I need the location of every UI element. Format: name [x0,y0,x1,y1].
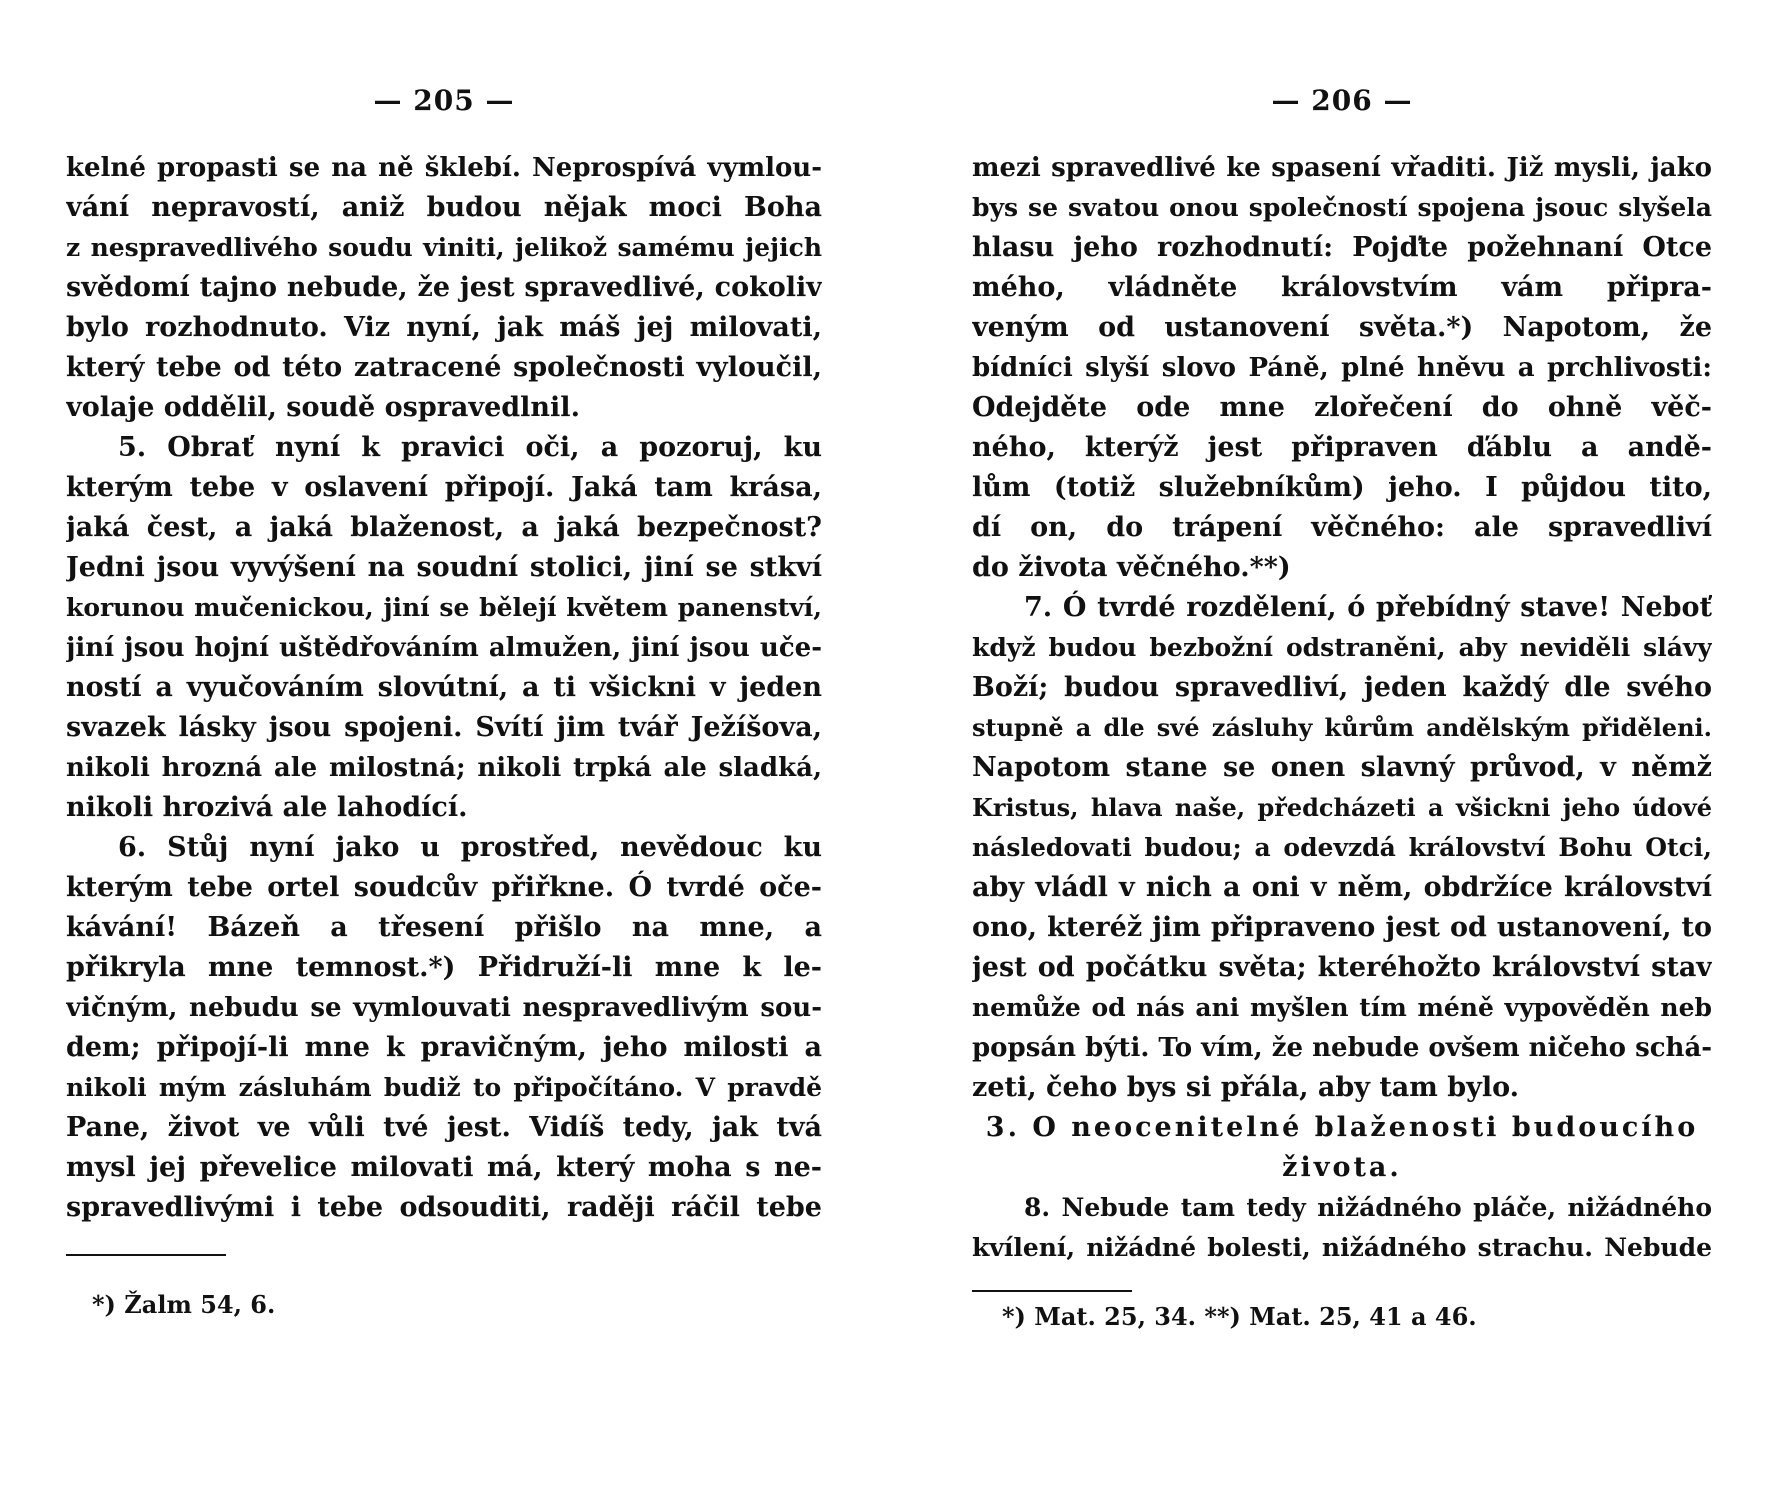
text-line: mezi spravedlivé ke spasení vřaditi. Již mysli, jako [972,153,1712,183]
text-line: kvílení, nižádné bolesti, nižádného strachu. Nebude [972,1233,1712,1262]
text-line: aby vládl v nich a oni v něm, obdržíce království [972,872,1712,903]
text-line: kterým tebe ortel soudcův přiřkne. Ó tvrdé oče- [66,872,822,903]
right-page [972,0,1712,1500]
text-line: ono, kteréž jim připraveno jest od ustanovení, to [972,912,1712,943]
text-line: lům (totiž služebníkům) jeho. I půjdou tito, [972,472,1712,503]
section-heading: života. [1282,1152,1402,1183]
text-line: nemůže od nás ani myšlen tím méně vypověděn neb [972,993,1712,1022]
text-line: mysl jej převelice milovati má, který moha s ne- [66,1152,822,1183]
text-line: dem; připojí-li mne k pravičným, jeho milosti a [66,1032,822,1063]
text-line: jaká čest, a jaká blaženost, a jaká bezpečnost? [66,512,822,543]
text-line: kávání! Bázeň a třesení přišlo na mne, a [66,912,822,943]
text-line: z nespravedlivého soudu viniti, jelikož samému jejich [66,233,822,262]
text-line: bídníci slyší slovo Páně, plné hněvu a prchlivosti: [972,353,1712,383]
text-line: korunou mučenickou, jiní se bělejí květem panenství, [66,593,822,622]
text-line: svazek lásky jsou spojeni. Svítí jim tvář Ježíšova, [66,712,822,743]
text-line: jiní jsou hojní uštědřováním almužen, jiní jsou uče- [66,633,822,663]
text-line: 5. Obrať nyní k pravici oči, a pozoruj, ku [118,432,822,463]
text-line: bys se svatou onou společností spojena jsouc slyšela [972,193,1712,222]
text-line: ností a vyučováním slovútní, a ti všickni v jeden [66,672,822,703]
text-line: následovati budou; a odevzdá království Bohu Otci, [972,833,1712,862]
footnote-divider [972,1290,1132,1292]
text-line: zeti, čeho bys si přála, aby tam bylo. [972,1072,1520,1103]
text-line: nikoli hrozná ale milostná; nikoli trpká ale sladká, [66,753,822,783]
text-line: veným od ustanovení světa.*) Napotom, že [972,312,1712,343]
text-line: svědomí tajno nebude, že jest spravedlivé, cokoliv [66,272,822,303]
text-line: jest od počátku světa; kteréhožto království stav [972,952,1712,983]
text-line: kelné propasti se na ně šklebí. Neprospívá vymlou- [66,153,822,183]
text-line: Pane, život ve vůli tvé jest. Vidíš tedy, jak tvá [66,1112,822,1143]
text-line: dí on, do trápení věčného: ale spravedliví [972,512,1712,543]
footnote: *) Žalm 54, 6. [92,1290,276,1319]
text-line: Napotom stane se onen slavný průvod, v němž [972,752,1712,783]
text-line: bylo rozhodnuto. Viz nyní, jak máš jej milovati, [66,312,822,343]
text-line: kterým tebe v oslavení připojí. Jaká tam krása, [66,472,822,503]
left-page [66,0,822,1500]
text-line: když budou bezbožní odstraněni, aby neviděli slávy [972,633,1712,662]
text-line: mého, vládněte královstvím vám připra- [972,272,1712,303]
page-text [972,148,1712,1268]
page-number: — 206 — [1271,84,1413,117]
text-line: nikoli mým zásluhám budiž to připočítáno. V pravdě [66,1073,822,1102]
footnote-divider [66,1254,226,1256]
text-line: 8. Nebude tam tedy nižádného pláče, nižádného [1024,1193,1712,1222]
text-line: vání nepravostí, aniž budou nějak moci Boha [66,192,822,223]
text-line: Kristus, hlava naše, předcházeti a všickni jeho údové [972,793,1712,822]
text-line: který tebe od této zatracené společnosti vyloučil, [66,352,822,383]
section-heading: 3. O neocenitelné blaženosti budoucího [985,1112,1699,1143]
text-line: vičným, nebudu se vymlouvati nespravedlivým sou- [66,993,822,1023]
text-line: do života věčného.**) [972,552,1291,583]
text-line: volaje oddělil, soudě ospravedlnil. [66,392,580,423]
text-line: spravedlivými i tebe odsouditi, raději ráčil tebe [66,1192,822,1223]
text-line: Boží; budou spravedliví, jeden každý dle svého [972,672,1712,703]
text-line: Odejděte ode mne zlořečení do ohně věč- [972,392,1712,423]
text-line: Jedni jsou vyvýšení na soudní stolici, jiní se stkví [66,552,822,583]
text-line: stupně a dle své zásluhy kůrům andělským přiděleni. [972,713,1712,742]
text-line: přikryla mne temnost.*) Přidruží-li mne k le- [66,952,822,983]
text-line: 6. Stůj nyní jako u prostřed, nevědouc ku [118,832,822,863]
footnote: *) Mat. 25, 34. **) Mat. 25, 41 a 46. [1002,1302,1477,1331]
text-line: popsán býti. To vím, že nebude ovšem ničeho schá- [972,1033,1712,1063]
text-line: 7. Ó tvrdé rozdělení, ó přebídný stave! Neboť [1024,592,1712,623]
text-line: ného, kterýž jest připraven ďáblu a andě- [972,432,1712,463]
page-number: — 205 — [373,84,515,117]
page-text [66,148,822,1228]
text-line: hlasu jeho rozhodnutí: Pojďte požehnaní Otce [972,232,1712,263]
text-line: nikoli hrozivá ale lahodící. [66,792,468,823]
